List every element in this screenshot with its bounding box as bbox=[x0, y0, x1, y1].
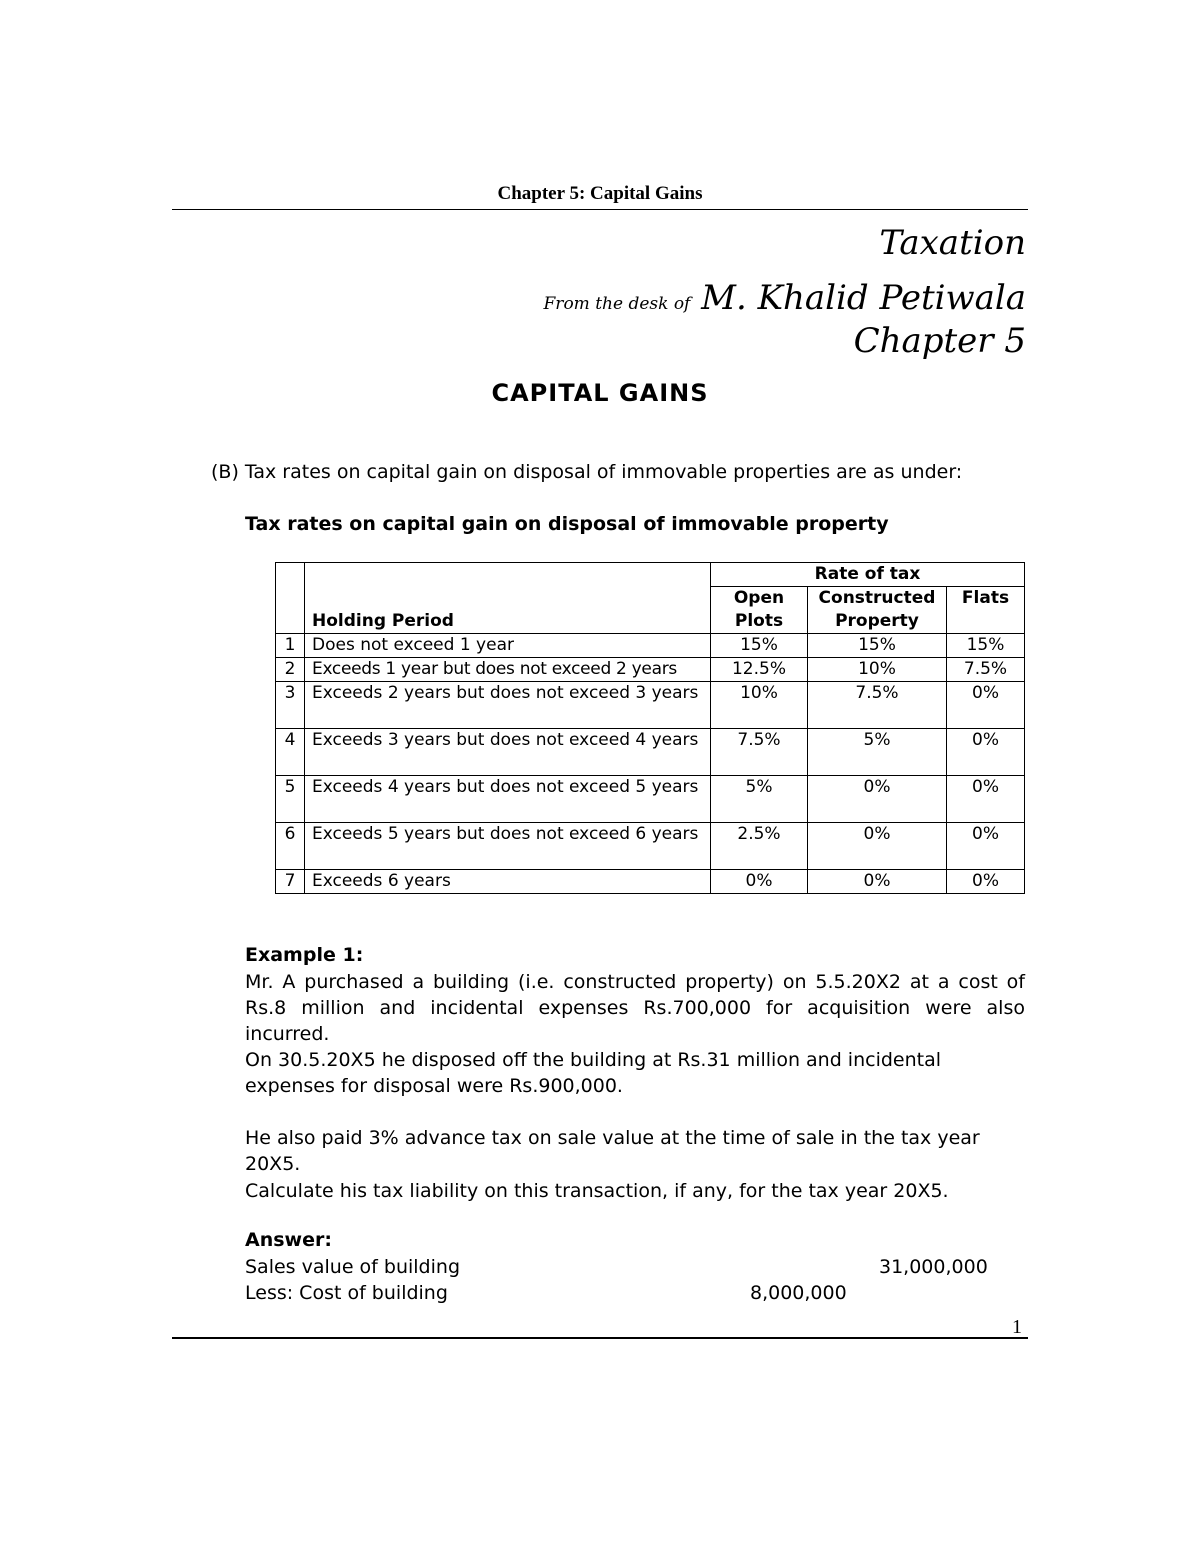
row-flats-rate: 0% bbox=[947, 870, 1025, 894]
row-holding-period: Exceeds 6 years bbox=[305, 870, 711, 894]
example-paragraph: Mr. A purchased a building (i.e. constructed property) on 5.5.20X2 at a cost of Rs.8 million and incidental expenses Rs.700,000 for acquisition were also incurred. bbox=[245, 971, 1025, 1045]
row-constructed-rate: 7.5% bbox=[808, 682, 947, 729]
header-rate-of-tax: Rate of tax bbox=[711, 563, 1025, 587]
brand-subject: Taxation bbox=[879, 223, 1026, 263]
table-header-row-1 bbox=[276, 563, 1025, 587]
table-row bbox=[276, 682, 1025, 729]
row-flats-rate: 0% bbox=[947, 823, 1025, 870]
running-header: Chapter 5: Capital Gains bbox=[497, 183, 703, 204]
table-heading: Tax rates on capital gain on disposal of immovable property bbox=[245, 513, 889, 535]
row-open-plots-rate: 2.5% bbox=[711, 823, 808, 870]
row-holding-period: Exceeds 1 year but does not exceed 2 years bbox=[305, 658, 711, 682]
row-holding-period: Does not exceed 1 year bbox=[305, 634, 711, 658]
row-open-plots-rate: 12.5% bbox=[711, 658, 808, 682]
header-constructed-line1: Constructed bbox=[818, 588, 936, 608]
row-flats-rate: 0% bbox=[947, 776, 1025, 823]
row-number: 2 bbox=[276, 658, 305, 682]
row-open-plots-rate: 10% bbox=[711, 682, 808, 729]
row-holding-period: Exceeds 5 years but does not exceed 6 years bbox=[305, 823, 711, 870]
row-constructed-rate: 15% bbox=[808, 634, 947, 658]
header-holding-period: Holding Period bbox=[305, 563, 711, 634]
row-number: 6 bbox=[276, 823, 305, 870]
answer-line-label: Less: Cost of building bbox=[245, 1282, 448, 1304]
table-row bbox=[276, 658, 1025, 682]
row-number: 5 bbox=[276, 776, 305, 823]
row-flats-rate: 0% bbox=[947, 682, 1025, 729]
answer-line-label: Sales value of building bbox=[245, 1256, 461, 1278]
intro-text: (B) Tax rates on capital gain on disposal of immovable properties are as under: bbox=[211, 461, 963, 483]
row-number: 4 bbox=[276, 729, 305, 776]
row-flats-rate: 7.5% bbox=[947, 658, 1025, 682]
row-constructed-rate: 0% bbox=[808, 870, 947, 894]
desk-prefix: From the desk of bbox=[543, 294, 691, 314]
row-constructed-rate: 0% bbox=[808, 776, 947, 823]
brand-chapter: Chapter 5 bbox=[853, 321, 1026, 361]
row-holding-period: Exceeds 3 years but does not exceed 4 years bbox=[305, 729, 711, 776]
row-holding-period: Exceeds 2 years but does not exceed 3 years bbox=[305, 682, 711, 729]
answer-title: Answer: bbox=[245, 1229, 332, 1251]
row-flats-rate: 0% bbox=[947, 729, 1025, 776]
brand-desk-line bbox=[544, 278, 1026, 318]
row-holding-period: Exceeds 4 years but does not exceed 5 years bbox=[305, 776, 711, 823]
header-open-line2: Plots bbox=[734, 611, 784, 631]
example-paragraph: On 30.5.20X5 he disposed off the building at Rs.31 million and incidental expenses for disposal were Rs.900,000. bbox=[245, 1049, 942, 1097]
header-rule bbox=[172, 209, 1028, 210]
row-constructed-rate: 5% bbox=[808, 729, 947, 776]
table-row bbox=[276, 870, 1025, 894]
header-open-plots bbox=[711, 587, 808, 634]
table-row bbox=[276, 823, 1025, 870]
table-row bbox=[276, 776, 1025, 823]
row-constructed-rate: 10% bbox=[808, 658, 947, 682]
page-number: 1 bbox=[1012, 1316, 1022, 1338]
header-no-cell bbox=[276, 563, 305, 634]
row-number: 3 bbox=[276, 682, 305, 729]
page-title: CAPITAL GAINS bbox=[491, 379, 709, 407]
example-paragraph: Calculate his tax liability on this transaction, if any, for the tax year 20X5. bbox=[245, 1180, 949, 1202]
header-open-line1: Open bbox=[733, 588, 785, 608]
footer-rule bbox=[172, 1337, 1028, 1339]
row-number: 7 bbox=[276, 870, 305, 894]
row-flats-rate: 15% bbox=[947, 634, 1025, 658]
row-open-plots-rate: 15% bbox=[711, 634, 808, 658]
header-constructed-line2: Property bbox=[835, 611, 919, 631]
tax-rate-table bbox=[275, 562, 1025, 894]
row-constructed-rate: 0% bbox=[808, 823, 947, 870]
example-paragraph: He also paid 3% advance tax on sale value at the time of sale in the tax year 20X5. bbox=[245, 1127, 980, 1175]
table-row bbox=[276, 729, 1025, 776]
row-open-plots-rate: 7.5% bbox=[711, 729, 808, 776]
answer-line-amount: 8,000,000 bbox=[750, 1282, 847, 1304]
example-title: Example 1: bbox=[245, 944, 364, 966]
table-row bbox=[276, 634, 1025, 658]
row-number: 1 bbox=[276, 634, 305, 658]
row-open-plots-rate: 5% bbox=[711, 776, 808, 823]
author-name: M. Khalid Petiwala bbox=[701, 278, 1026, 318]
row-open-plots-rate: 0% bbox=[711, 870, 808, 894]
answer-line-amount: 31,000,000 bbox=[879, 1256, 988, 1278]
header-flats: Flats bbox=[947, 587, 1025, 634]
header-constructed-property bbox=[808, 587, 947, 634]
